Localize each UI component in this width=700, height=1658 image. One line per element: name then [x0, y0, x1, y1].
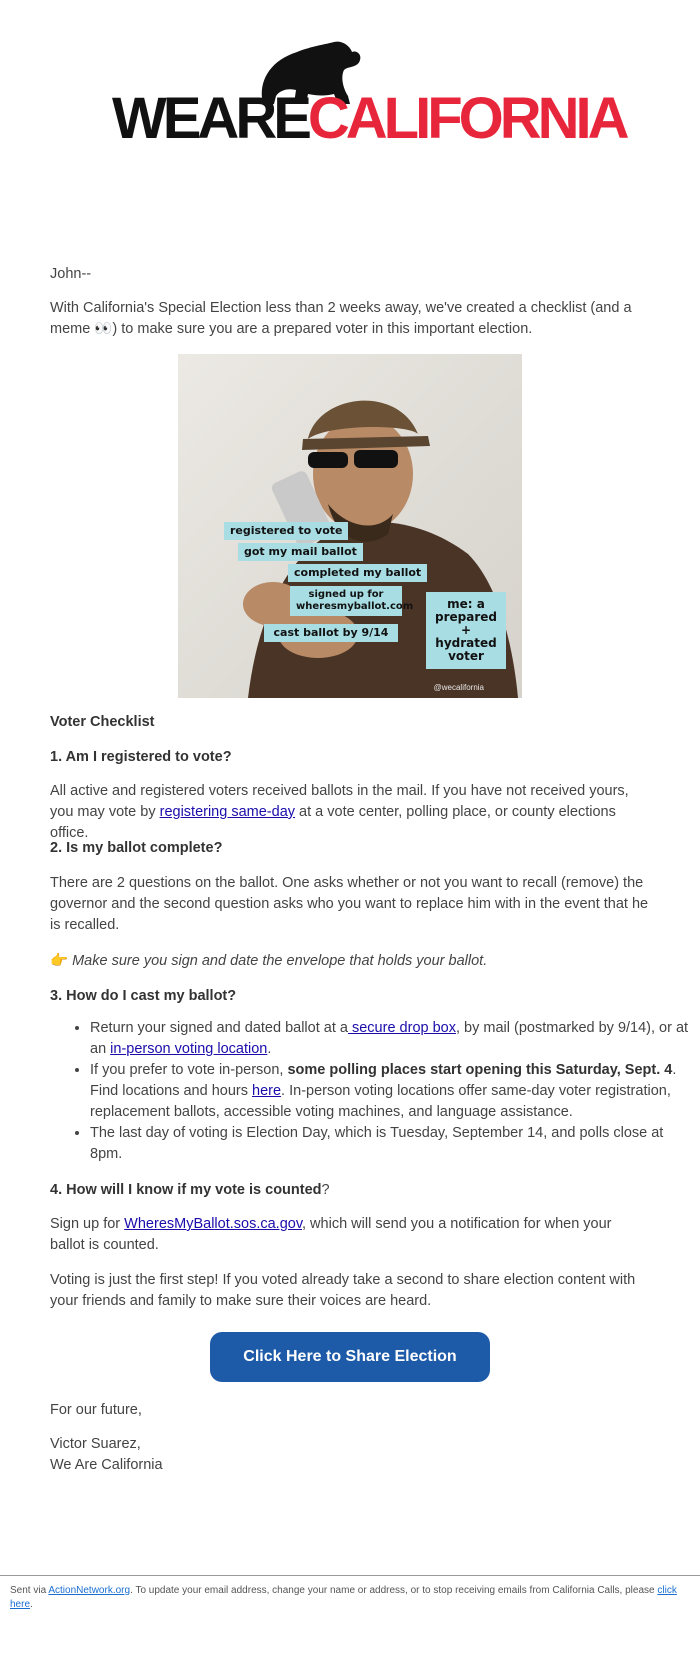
- share-election-content-button[interactable]: Click Here to Share Election Content!: [210, 1332, 490, 1382]
- q2-body: There are 2 questions on the ballot. One asks whether or not you want to recall (remove) the governor and the second question asks who you want to replace him with in the event that he is recalled.: [50, 875, 649, 933]
- q3-b1-before: Return your signed and dated ballot at a: [90, 1020, 348, 1036]
- unsubscribe-click-here-link[interactable]: click here: [10, 1585, 677, 1610]
- signature-org: We Are California: [50, 1457, 163, 1473]
- footer-after: .: [30, 1599, 33, 1610]
- q3-b1-after: .: [267, 1041, 272, 1057]
- q4-title-tail: ?: [321, 1182, 330, 1198]
- q1-body: [50, 781, 650, 844]
- signoff: For our future,: [50, 1402, 142, 1418]
- meme-watermark: @wecalifornia: [433, 683, 484, 692]
- greeting: John--: [50, 266, 92, 282]
- footer-mid: . To update your email address, change your name or address, or to stop receiving emails from California Calls, please: [130, 1585, 658, 1596]
- q4-body-after: , which will send you a notification for when your ballot is counted.: [50, 1216, 612, 1253]
- wheresmyballot-link[interactable]: WheresMyBallot.sos.ca.gov: [124, 1216, 302, 1232]
- actionnetwork-link[interactable]: ActionNetwork.org: [48, 1585, 131, 1596]
- footer-before: Sent via: [10, 1585, 49, 1596]
- q3-b2-mid: . Find locations and hours: [90, 1062, 677, 1099]
- eyes-emoji-icon: 👀: [94, 321, 113, 337]
- footer: [10, 1584, 690, 1612]
- meme-image: [178, 354, 522, 698]
- signature-name: Victor Suarez,: [50, 1436, 141, 1452]
- intro-text-after: ) to make sure you are a prepared voter in this important election.: [112, 321, 533, 337]
- q2-tip-text: Make sure you sign and date the envelope that holds your ballot.: [72, 953, 488, 969]
- footer-divider: [0, 1575, 700, 1576]
- q3-b1-mid: , by mail (postmarked by 9/14), or at an: [90, 1020, 689, 1057]
- q2-tip: [50, 951, 650, 972]
- meme-tag-cast-ballot: cast ballot by 9/14: [264, 624, 398, 642]
- q4-title-bold: 4. How will I know if my vote is counted: [50, 1182, 322, 1198]
- meme-tag-completed: completed my ballot: [288, 564, 427, 582]
- meme-side-tag: me: a prepared + hydrated voter: [426, 592, 506, 669]
- meme-tag-signed-up: signed up for wheresmyballot.com: [290, 586, 402, 616]
- q3-b2-bold: some polling places start opening this Saturday, Sept. 4: [287, 1062, 673, 1078]
- intro-paragraph: [50, 298, 650, 340]
- list-item: [90, 1018, 690, 1060]
- logo-word-red: CALIFORNIA: [307, 86, 626, 151]
- q1-body-after: at a vote center, polling place, or county elections office.: [50, 804, 616, 841]
- checklist-title: Voter Checklist: [50, 714, 155, 730]
- q3-title: 3. How do I cast my ballot?: [50, 988, 237, 1004]
- intro-text-before: With California's Special Election less than 2 weeks away, we've created a checklist (and a meme: [50, 300, 632, 337]
- logo-wordmark: [112, 86, 626, 151]
- q3-bullet-list: [50, 1018, 690, 1165]
- in-person-voting-location-link[interactable]: in-person voting location: [110, 1041, 268, 1057]
- q1-body-before: All active and registered voters received ballots in the mail. If you have not received yours, you may vote by: [50, 783, 629, 820]
- q1-title: 1. Am I registered to vote?: [50, 749, 232, 765]
- we-are-california-logo: [112, 38, 626, 151]
- meme-tag-registered: registered to vote: [224, 522, 348, 540]
- secure-drop-box-link[interactable]: secure drop box: [347, 1020, 456, 1036]
- logo-word-black: WEARE: [112, 86, 308, 151]
- q2-title: 2. Is my ballot complete?: [50, 840, 223, 856]
- share-paragraph: Voting is just the first step! If you voted already take a second to share election content with your friends and family to make sure their voices are heard.: [50, 1272, 636, 1309]
- locations-here-link[interactable]: here: [252, 1083, 282, 1099]
- q4-body: [50, 1214, 650, 1256]
- pointing-hand-icon: 👉: [50, 953, 69, 969]
- q4-title: [50, 1180, 650, 1201]
- list-item: [90, 1060, 690, 1123]
- q4-body-before: Sign up for: [50, 1216, 125, 1232]
- q3-b2-after: . In-person voting locations offer same-day voter registration, replacement ballots, accessible voting machines, and language assistance.: [90, 1083, 671, 1120]
- meme-tag-mail-ballot: got my mail ballot: [238, 543, 363, 561]
- q3-b2-before: If you prefer to vote in-person,: [90, 1062, 288, 1078]
- list-item: • The last day of voting is Election Day, which is Tuesday, September 14, and polls close at 8pm.: [90, 1123, 690, 1165]
- registering-same-day-link[interactable]: registering same-day: [159, 804, 296, 820]
